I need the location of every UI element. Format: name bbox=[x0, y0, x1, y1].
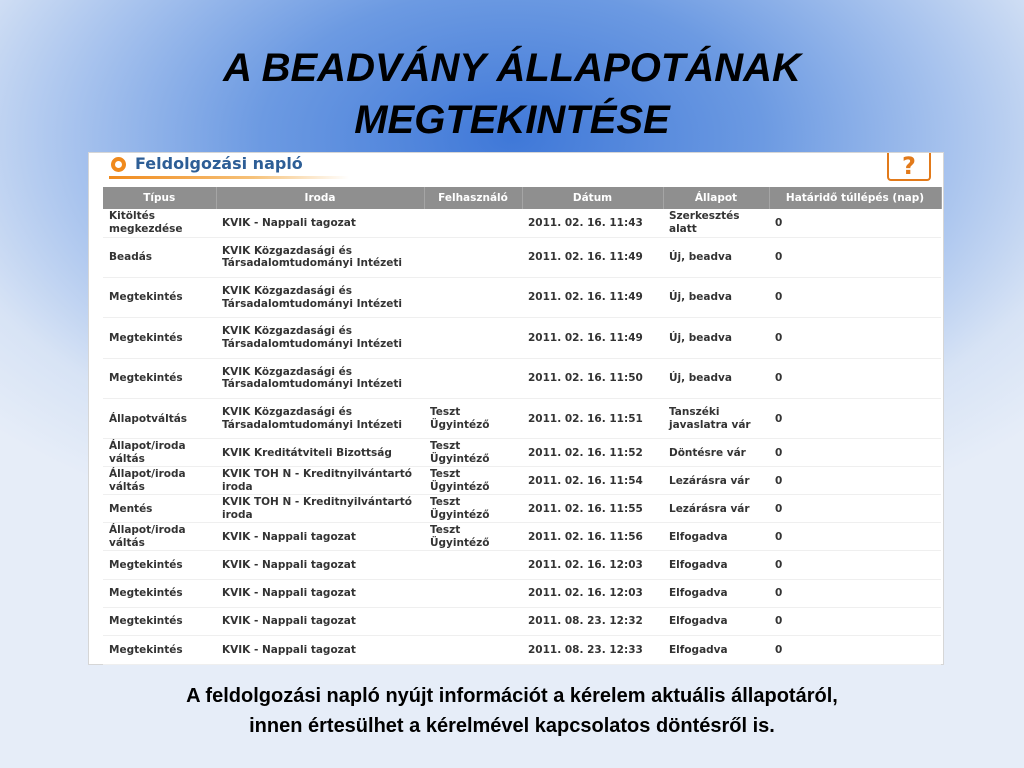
table-row bbox=[103, 209, 941, 237]
cell-date: 2011. 08. 23. 12:33 bbox=[522, 636, 663, 664]
cell-status: Új, beadva bbox=[663, 318, 769, 358]
panel-title-underline bbox=[109, 176, 349, 179]
cell-status: Elfogadva bbox=[663, 523, 769, 551]
bullet-icon bbox=[111, 157, 126, 172]
column-header-status[interactable]: Állapot bbox=[663, 187, 769, 209]
cell-user bbox=[424, 318, 522, 358]
cell-type: Beadás bbox=[103, 237, 216, 277]
cell-overdue: 0 bbox=[769, 439, 941, 467]
cell-date: 2011. 02. 16. 11:49 bbox=[522, 277, 663, 317]
cell-overdue: 0 bbox=[769, 277, 941, 317]
cell-status: Elfogadva bbox=[663, 636, 769, 664]
cell-overdue: 0 bbox=[769, 209, 941, 237]
cell-type: Megtekintés bbox=[103, 608, 216, 636]
cell-status: Szerkesztés alatt bbox=[663, 209, 769, 237]
cell-type: Megtekintés bbox=[103, 318, 216, 358]
cell-date: 2011. 02. 16. 11:54 bbox=[522, 467, 663, 495]
cell-status: Elfogadva bbox=[663, 551, 769, 579]
cell-overdue: 0 bbox=[769, 358, 941, 398]
cell-user bbox=[424, 636, 522, 664]
table-row bbox=[103, 439, 941, 467]
processing-log-panel bbox=[88, 152, 944, 665]
cell-office: KVIK - Nappali tagozat bbox=[216, 579, 424, 607]
cell-status: Elfogadva bbox=[663, 608, 769, 636]
cell-office: KVIK Közgazdasági és Társadalomtudományi Intézeti bbox=[216, 358, 424, 398]
column-header-office[interactable]: Iroda bbox=[216, 187, 424, 209]
cell-overdue: 0 bbox=[769, 608, 941, 636]
cell-overdue: 0 bbox=[769, 467, 941, 495]
cell-office: KVIK Közgazdasági és Társadalomtudományi Intézeti bbox=[216, 318, 424, 358]
cell-type: Állapot/iroda váltás bbox=[103, 439, 216, 467]
table-row bbox=[103, 467, 941, 495]
cell-date: 2011. 02. 16. 11:52 bbox=[522, 439, 663, 467]
cell-date: 2011. 02. 16. 11:51 bbox=[522, 399, 663, 439]
cell-office: KVIK - Nappali tagozat bbox=[216, 209, 424, 237]
table-row bbox=[103, 237, 941, 277]
table-row bbox=[103, 318, 941, 358]
cell-status: Lezárásra vár bbox=[663, 467, 769, 495]
table-row bbox=[103, 495, 941, 523]
slide-title bbox=[0, 42, 1024, 146]
column-header-user[interactable]: Felhasználó bbox=[424, 187, 522, 209]
cell-user bbox=[424, 209, 522, 237]
processing-log-table bbox=[103, 187, 942, 665]
cell-type: Állapotváltás bbox=[103, 399, 216, 439]
table-row bbox=[103, 608, 941, 636]
table-row bbox=[103, 579, 941, 607]
cell-type: Állapot/iroda váltás bbox=[103, 467, 216, 495]
table-row bbox=[103, 277, 941, 317]
panel-title: Feldolgozási napló bbox=[135, 154, 303, 173]
cell-user bbox=[424, 579, 522, 607]
cell-date: 2011. 02. 16. 11:49 bbox=[522, 237, 663, 277]
slide-title-line-1: A BEADVÁNY ÁLLAPOTÁNAK bbox=[223, 46, 801, 90]
cell-status: Elfogadva bbox=[663, 579, 769, 607]
cell-overdue: 0 bbox=[769, 523, 941, 551]
cell-overdue: 0 bbox=[769, 495, 941, 523]
column-header-overdue[interactable]: Határidő túllépés (nap) bbox=[769, 187, 941, 209]
caption-line-2: innen értesülhet a kérelmével kapcsolatos döntésről is. bbox=[249, 715, 775, 737]
cell-user bbox=[424, 277, 522, 317]
cell-type: Megtekintés bbox=[103, 636, 216, 664]
slide-title-line-2: MEGTEKINTÉSE bbox=[354, 98, 670, 142]
cell-user: Teszt Ügyintéző bbox=[424, 495, 522, 523]
cell-user: Teszt Ügyintéző bbox=[424, 523, 522, 551]
cell-status: Döntésre vár bbox=[663, 439, 769, 467]
table-row bbox=[103, 636, 941, 664]
table-header-row bbox=[103, 187, 941, 209]
panel-header bbox=[89, 153, 943, 183]
cell-type: Megtekintés bbox=[103, 579, 216, 607]
cell-user bbox=[424, 358, 522, 398]
cell-overdue: 0 bbox=[769, 318, 941, 358]
cell-status: Új, beadva bbox=[663, 358, 769, 398]
column-header-date[interactable]: Dátum bbox=[522, 187, 663, 209]
cell-overdue: 0 bbox=[769, 579, 941, 607]
cell-user: Teszt Ügyintéző bbox=[424, 439, 522, 467]
cell-user bbox=[424, 551, 522, 579]
cell-office: KVIK - Nappali tagozat bbox=[216, 551, 424, 579]
cell-overdue: 0 bbox=[769, 399, 941, 439]
cell-date: 2011. 02. 16. 12:03 bbox=[522, 551, 663, 579]
cell-overdue: 0 bbox=[769, 237, 941, 277]
cell-date: 2011. 02. 16. 11:55 bbox=[522, 495, 663, 523]
cell-office: KVIK TOH N - Kreditnyilvántartó iroda bbox=[216, 495, 424, 523]
cell-type: Megtekintés bbox=[103, 551, 216, 579]
cell-user: Teszt Ügyintéző bbox=[424, 467, 522, 495]
slide-caption bbox=[80, 681, 944, 741]
caption-line-1: A feldolgozási napló nyújt információt a kérelem aktuális állapotáról, bbox=[186, 685, 838, 707]
cell-date: 2011. 02. 16. 11:49 bbox=[522, 318, 663, 358]
cell-office: KVIK - Nappali tagozat bbox=[216, 608, 424, 636]
cell-type: Állapot/iroda váltás bbox=[103, 523, 216, 551]
cell-status: Tanszéki javaslatra vár bbox=[663, 399, 769, 439]
cell-date: 2011. 02. 16. 12:03 bbox=[522, 579, 663, 607]
cell-office: KVIK - Nappali tagozat bbox=[216, 636, 424, 664]
cell-status: Lezárásra vár bbox=[663, 495, 769, 523]
cell-office: KVIK Kreditátviteli Bizottság bbox=[216, 439, 424, 467]
cell-date: 2011. 02. 16. 11:56 bbox=[522, 523, 663, 551]
cell-type: Kitöltés megkezdése bbox=[103, 209, 216, 237]
cell-user bbox=[424, 608, 522, 636]
cell-office: KVIK Közgazdasági és Társadalomtudományi Intézeti bbox=[216, 237, 424, 277]
help-button[interactable]: ? bbox=[887, 153, 931, 181]
cell-type: Mentés bbox=[103, 495, 216, 523]
cell-date: 2011. 02. 16. 11:43 bbox=[522, 209, 663, 237]
cell-user: Teszt Ügyintéző bbox=[424, 399, 522, 439]
cell-status: Új, beadva bbox=[663, 237, 769, 277]
cell-office: KVIK TOH N - Kreditnyilvántartó iroda bbox=[216, 467, 424, 495]
table-row bbox=[103, 399, 941, 439]
column-header-type[interactable]: Típus bbox=[103, 187, 216, 209]
cell-office: KVIK - Nappali tagozat bbox=[216, 523, 424, 551]
cell-status: Új, beadva bbox=[663, 277, 769, 317]
cell-overdue: 0 bbox=[769, 551, 941, 579]
cell-overdue: 0 bbox=[769, 636, 941, 664]
cell-office: KVIK Közgazdasági és Társadalomtudományi Intézeti bbox=[216, 277, 424, 317]
cell-office: KVIK Közgazdasági és Társadalomtudományi Intézeti bbox=[216, 399, 424, 439]
cell-date: 2011. 08. 23. 12:32 bbox=[522, 608, 663, 636]
cell-user bbox=[424, 237, 522, 277]
cell-type: Megtekintés bbox=[103, 277, 216, 317]
table-row bbox=[103, 523, 941, 551]
cell-date: 2011. 02. 16. 11:50 bbox=[522, 358, 663, 398]
table-row bbox=[103, 358, 941, 398]
table-row bbox=[103, 551, 941, 579]
cell-type: Megtekintés bbox=[103, 358, 216, 398]
